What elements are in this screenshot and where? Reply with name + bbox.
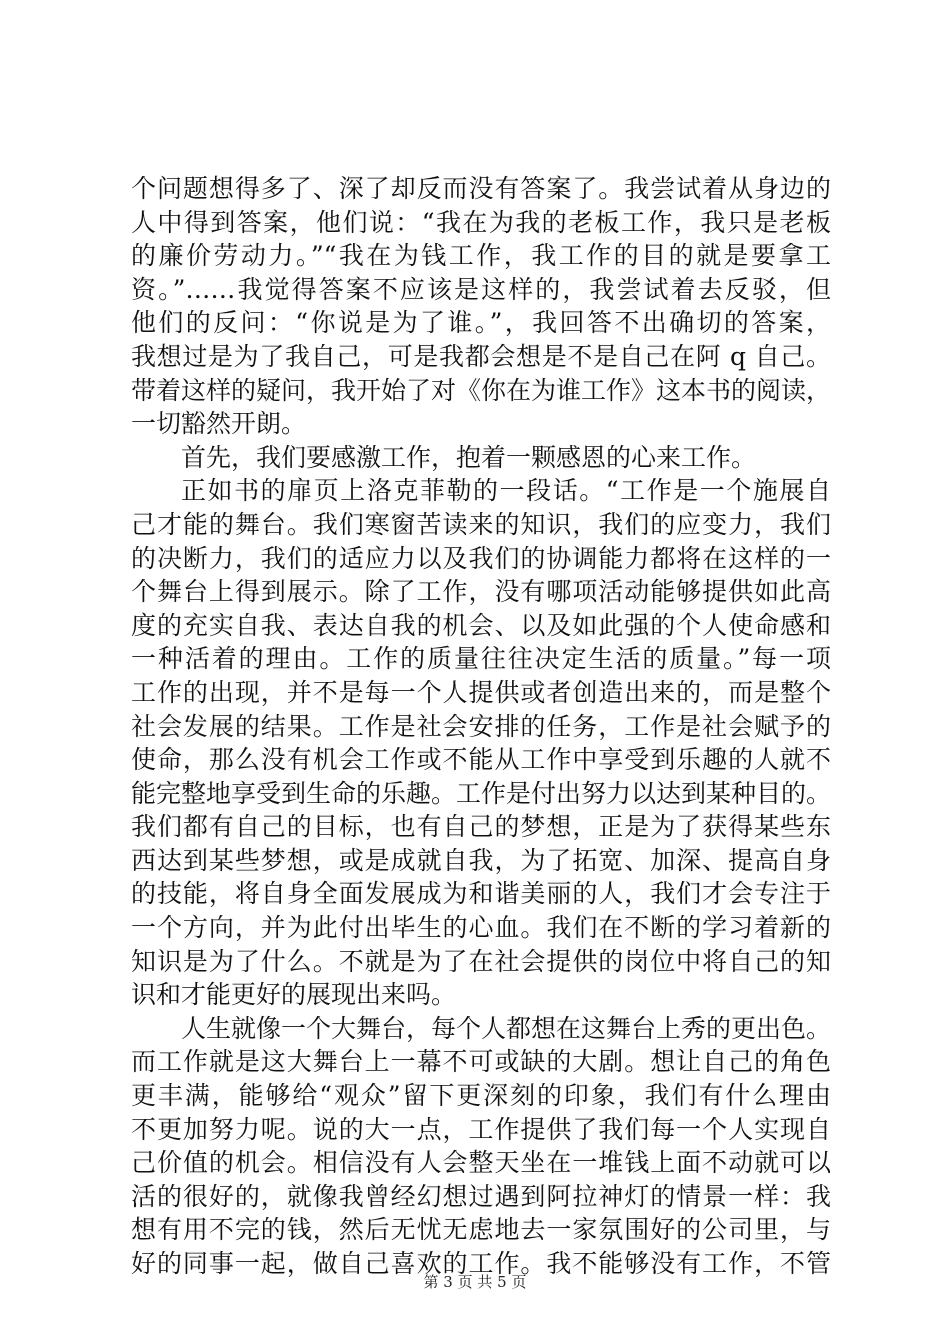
text-line: 活的很好的，就像我曾经幻想过遇到阿拉神灯的情景一样：我: [131, 1181, 831, 1211]
text-line: 一个方向，并为此付出毕生的心血。我们在不断的学习着新的: [131, 913, 831, 943]
text-line: 不更加努力呢。说的大一点，工作提供了我们每一个人实现自: [131, 1114, 831, 1144]
text-line: 识和才能更好的展现出来吗。: [131, 980, 457, 1010]
text-line: 好的同事一起，做自己喜欢的工作。我不能够没有工作，不管: [131, 1249, 831, 1278]
text-line: 一切豁然开朗。: [131, 409, 307, 439]
text-line: 的决断力，我们的适应力以及我们的协调能力都将在这样的一: [131, 543, 831, 573]
text-line: 西达到某些梦想，或是成就自我，为了拓宽、加深、提高自身: [131, 845, 831, 875]
text-line: 己价值的机会。相信没有人会整天坐在一堆钱上面不动就可以: [131, 1148, 831, 1178]
text-line: 我们都有自己的目标，也有自己的梦想，正是为了获得某些东: [131, 812, 831, 842]
text-line: 带着这样的疑问，我开始了对《你在为谁工作》这本书的阅读，: [131, 375, 832, 405]
text-line: 能完整地享受到生命的乐趣。工作是付出努力以达到某种目的。: [131, 778, 832, 808]
text-line: 想有用不完的钱，然后无忧无虑地去一家氛围好的公司里，与: [131, 1215, 831, 1245]
text-line: 他们的反问：“你说是为了谁。”，我回答不出确切的答案，: [131, 308, 831, 338]
text-line: 而工作就是这大舞台上一幕不可或缺的大剧。想让自己的角色: [131, 1047, 831, 1077]
text-line: 首先，我们要感激工作，抱着一颗感恩的心来工作。: [181, 442, 757, 472]
text-line: 个问题想得多了、深了却反而没有答案了。我尝试着从身边的: [131, 174, 831, 203]
text-line: 的技能，将自身全面发展成为和谐美丽的人，我们才会专注于: [131, 879, 831, 909]
text-line: 使命，那么没有机会工作或不能从工作中享受到乐趣的人就不: [131, 745, 831, 775]
text-line: 的廉价劳动力。”“我在为钱工作，我工作的目的就是要拿工: [131, 241, 831, 271]
text-line: 人生就像一个大舞台，每个人都想在这舞台上秀的更出色。: [181, 1013, 832, 1043]
text-line: 正如书的扉页上洛克菲勒的一段话。“工作是一个施展自: [181, 476, 831, 506]
body-text: [131, 172, 831, 1281]
text-line: 更丰满，能够给“观众”留下更深刻的印象，我们有什么理由: [131, 1081, 831, 1111]
text-line: 社会发展的结果。工作是社会安排的任务，工作是社会赋予的: [131, 711, 831, 741]
text-line: 知识是为了什么。不就是为了在社会提供的岗位中将自己的知: [131, 946, 831, 976]
text-line: 人中得到答案，他们说：“我在为我的老板工作，我只是老板: [131, 207, 831, 237]
text-line: 个舞台上得到展示。除了工作，没有哪项活动能够提供如此高: [131, 577, 831, 607]
text-line: 资。”……我觉得答案不应该是这样的，我尝试着去反驳，但: [131, 274, 831, 304]
text-line: 度的充实自我、表达自我的机会、以及如此强的个人使命感和: [131, 610, 831, 640]
text-line: 我想过是为了我自己，可是我都会想是不是自己在阿 q 自己。: [131, 341, 831, 371]
text-line: 工作的出现，并不是每一个人提供或者创造出来的，而是整个: [131, 677, 831, 707]
page-footer: [0, 1271, 950, 1292]
page-number-label: 第 3 页 共 5 页: [423, 1273, 527, 1291]
text-line: 一种活着的理由。工作的质量往往决定生活的质量。”每一项: [131, 644, 831, 674]
text-line: 己才能的舞台。我们寒窗苦读来的知识，我们的应变力，我们: [131, 509, 831, 539]
